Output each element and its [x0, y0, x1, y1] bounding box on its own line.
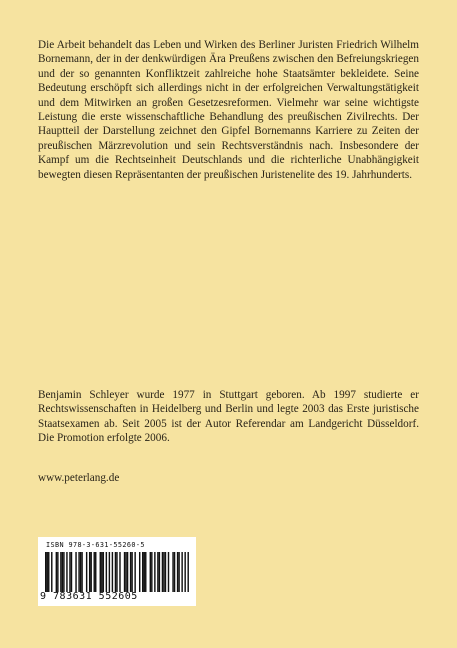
barcode-bar	[177, 552, 178, 592]
barcode-bar	[47, 552, 48, 592]
barcode-bar	[139, 552, 140, 592]
barcode-bar	[157, 552, 158, 592]
barcode-bar	[150, 552, 151, 592]
barcode-bar	[57, 552, 58, 592]
barcode-bar	[124, 552, 125, 592]
barcode-bar	[66, 552, 67, 592]
barcode-bar	[101, 552, 102, 592]
book-description: Die Arbeit behandelt das Leben und Wirken des Berliner Juristen Friedrich Wilhelm Bornemann, der in der denkwürdigen Ära Preußens zwischen den Befreiungskriegen und der so genannten Konfliktzeit zahlreiche hohe Staatsämter bekleidete. Seine Bedeutung erschöpft sich allerdings nicht in der erfolgreichen Verwaltungstätigkeit und dem Mitwirken an großen Gesetzesreformen. Vielmehr war seine wichtigste Leistung die erste wissenschaftliche Behandlung des preußischen Zivilrechts. Der Hauptteil der Darstellung zeichnet den Gipfel Bornemanns Karriere zu Zeiten der preußischen Märzrevolution und sein Rechtsverständnis nach. Insbesondere der Kampf um die Rechtseinheit Deutschlands und die richterliche Unabhängigkeit bewegten diesen Repräsentanten der preußischen Juristenelite des 19. Jahrhunderts.	[38, 39, 419, 181]
barcode-bar	[62, 552, 63, 592]
barcode-bar	[151, 552, 152, 592]
barcode-bar	[90, 552, 91, 592]
barcode-bar	[80, 552, 81, 592]
barcode-bar	[69, 552, 70, 592]
barcode-bar	[45, 552, 46, 592]
barcode-bar	[187, 552, 188, 592]
barcode-bar	[163, 552, 164, 592]
barcode-bar	[184, 552, 185, 592]
barcode-bar	[71, 552, 72, 592]
barcode-bar	[181, 552, 182, 592]
barcode-bar	[112, 552, 113, 592]
barcode-bar	[103, 552, 104, 592]
barcode-bar	[159, 552, 160, 592]
barcode-bar	[142, 552, 143, 592]
barcode-bar	[51, 552, 52, 592]
barcode-bar	[174, 552, 175, 592]
barcode-bar	[56, 552, 57, 592]
barcode-bar	[95, 552, 96, 592]
barcode-bar	[48, 552, 49, 592]
author-bio: Benjamin Schleyer wurde 1977 in Stuttgart geboren. Ab 1997 studierte er Rechtswissenschaften in Heidelberg und Berlin und legte 2003 das Erste juristische Staatsexamen ab. Seit 2005 ist der Autor Referendar am Landgericht Düsseldorf. Die Promotion erfolgte 2006.	[38, 389, 419, 445]
barcode-bar	[168, 552, 169, 592]
isbn-barcode	[38, 537, 196, 606]
barcode-bar	[145, 552, 146, 592]
publisher-website[interactable]: www.peterlang.de	[38, 472, 120, 484]
barcode-bar	[134, 552, 135, 592]
ean-digits: 9 783631 552605	[40, 591, 138, 602]
barcode-bar	[75, 552, 76, 592]
barcode-bar	[125, 552, 126, 592]
barcode-bar	[162, 552, 163, 592]
barcode-bar	[116, 552, 117, 592]
barcode-bar	[165, 552, 166, 592]
barcode-bar	[144, 552, 145, 592]
barcode-bar	[94, 552, 95, 592]
barcode-bar	[131, 552, 132, 592]
barcode-bar	[81, 552, 82, 592]
barcode-bar	[172, 552, 173, 592]
barcode-bar	[60, 552, 61, 592]
barcode-bar	[130, 552, 131, 592]
barcode-bar	[106, 552, 107, 592]
barcode-bar	[89, 552, 90, 592]
barcode-bar	[127, 552, 128, 592]
isbn-label: ISBN 978-3-631-55260-5	[46, 541, 145, 549]
barcode-bar	[109, 552, 110, 592]
barcode-bar	[178, 552, 179, 592]
barcode-bars	[45, 552, 189, 592]
barcode-bar	[100, 552, 101, 592]
barcode-bar	[119, 552, 120, 592]
barcode-bar	[63, 552, 64, 592]
barcode-bar	[115, 552, 116, 592]
barcode-bar	[78, 552, 79, 592]
barcode-bar	[86, 552, 87, 592]
barcode-bar	[154, 552, 155, 592]
